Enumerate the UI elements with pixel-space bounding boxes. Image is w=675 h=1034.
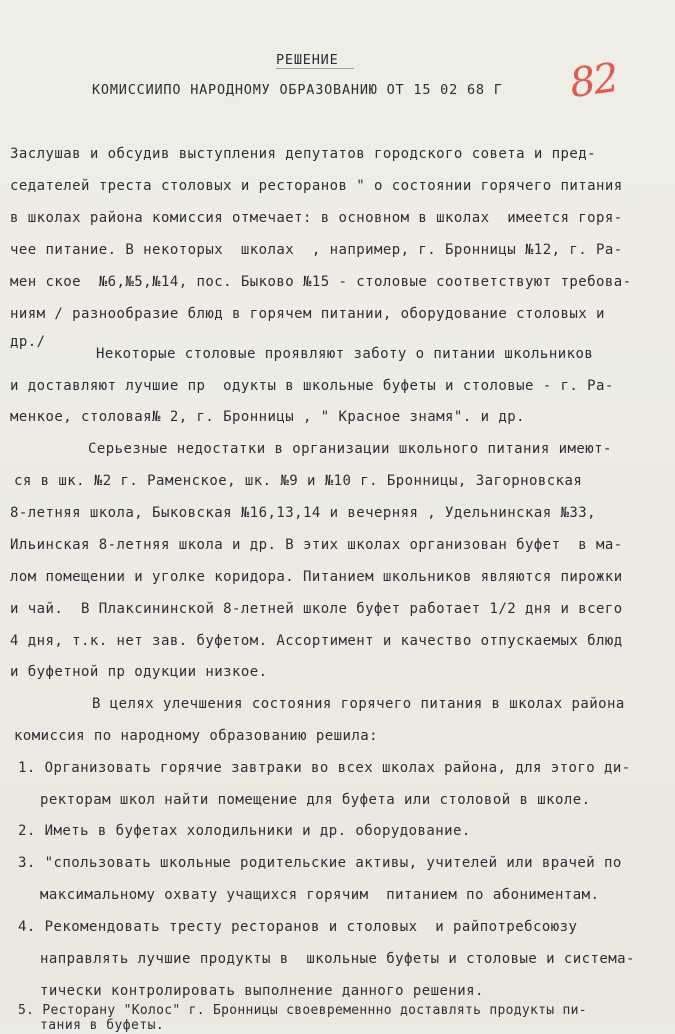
text-line: др./ [10,334,46,350]
title-underline [276,68,354,69]
text-line: тания в буфеты. [40,1018,165,1033]
text-line: 4. Рекомендовать тресту ресторанов и столовых и райпотребсоюзу [18,919,578,935]
text-line: и доставляют лучшие пр одукты в школьные буфеты и столовые - г. Ра- [10,378,614,394]
text-line: и буфетной пр одукции низкое. [10,664,268,680]
text-line: 5. Ресторану "Колос" г. Бронницы своевременнно доставлять продукты пи- [18,1003,587,1018]
text-line: 2. Иметь в буфетах холодильники и др. оборудование. [18,823,471,839]
text-line: Некоторые столовые проявляют заботу о питании школьников [96,346,594,362]
text-line: Заслушав и обсудив выступления депутатов городского совета и пред- [10,146,596,162]
text-line: Серьезные недостатки в организации школьного питания имеют- [88,441,612,457]
text-line: ниям / разнообразие блюд в горячем питании, оборудование столовых и [10,306,605,322]
text-line: тически контролировать выполнение данного решения. [40,983,484,999]
text-line: Ильинская 8-летняя школа и др. В этих школах организован буфет в ма- [10,537,623,553]
text-line: 4 дня, т.к. нет зав. буфетом. Ассортимент и качество отпускаемых блюд [10,633,623,649]
text-line: мен ское №6,№5,№14, пос. Быково №15 - столовые соответствуют требова- [10,274,632,290]
text-line: седателей треста столовых и ресторанов " о состоянии горячего питания [10,178,623,194]
text-line: менкое, столовая№ 2, г. Бронницы , " Красное знамя". и др. [10,409,525,425]
text-line: лом помещении и уголке коридора. Питанием школьников являются пирожки [10,569,623,585]
text-line: В целях улечшения состояния горячего питания в школах района [92,696,625,712]
handwritten-page-number: 82 [567,54,620,108]
text-line: ректорам школ найти помещение для буфета или столовой в школе. [40,792,591,808]
text-line: ся в шк. №2 г. Раменское, шк. №9 и №10 г. Бронницы, Загорновская [14,473,583,489]
text-line: 3. "спользовать школьные родительские активы, учителей или врачей по [18,855,622,871]
text-line: максимальному охвату учащихся горячим питанием по абониментам. [40,887,600,903]
text-line: в школах района комиссия отмечает: в основном в школах имеется горя- [10,210,623,226]
document-subtitle: КОМИССИИПО НАРОДНОМУ ОБРАЗОВАНИЮ ОТ 15 02 68 Г [92,82,503,98]
text-line: чее питание. В некоторых школах , например, г. Бронницы №12, г. Ра- [10,242,623,258]
text-line: направлять лучшие продукты в школьные буфеты и столовые и система- [40,951,635,967]
text-line: 8-летняя школа, Быковская №16,13,14 и вечерняя , Удельнинская №33, [10,505,596,521]
text-line: комиссия по народному образованию решила: [14,728,379,744]
document-title: РЕШЕНИЕ [276,52,339,68]
text-line: и чай. В Плаксининской 8-летней школе буфет работает 1/2 дня и всего [10,601,623,617]
text-line: 1. Организовать горячие завтраки во всех школах района, для этого ди- [18,760,631,776]
